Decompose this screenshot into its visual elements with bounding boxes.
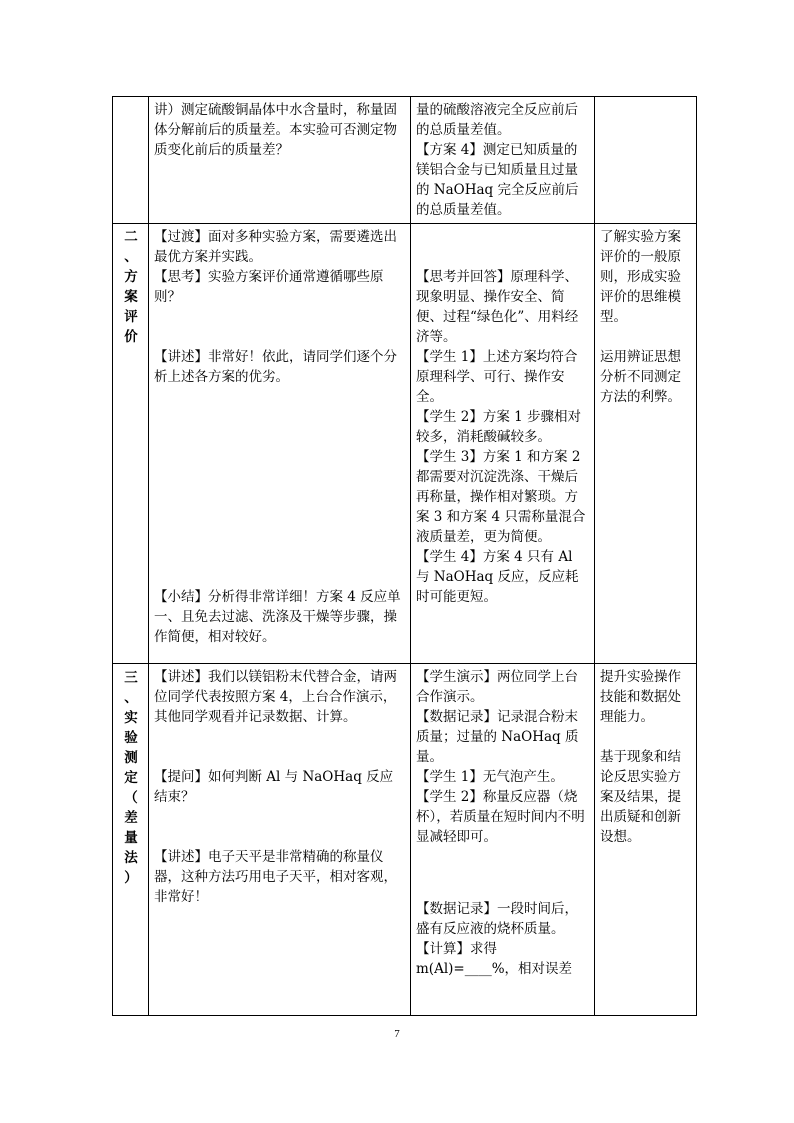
- student-text: 【学生 1】无气泡产生。: [416, 769, 564, 785]
- intent-text: 了解实验方案评价的一般原则，形成实验评价的思维模型。: [600, 229, 681, 325]
- intent-text: 基于现象和结论反思实验方案及结果，提出质疑和创新设想。: [600, 749, 681, 845]
- teacher-activity-cell: [149, 224, 411, 664]
- section-char: 实: [124, 710, 138, 726]
- student-text: 【数据记录】记录混合粉末质量；过量的 NaOHaq 质量。: [416, 709, 579, 765]
- intent-text: 提升实验操作技能和数据处理能力。: [600, 669, 681, 725]
- section-char: 定: [124, 770, 138, 786]
- teacher-text: 【过渡】面对多种实验方案，需要遴选出最优方案并实践。: [154, 229, 397, 265]
- teacher-text: 讲）测定硫酸铜晶体中水含量时，称量固体分解前后的质量差。本实验可否测定物质变化前后的质量差？: [154, 102, 397, 158]
- teacher-text: 【讲述】电子天平是非常精确的称量仪器，这种方法巧用电子天平，相对客观，非常好！: [154, 849, 397, 905]
- student-text: 【数据记录】一段时间后，盛有反应液的烧杯质量。: [416, 901, 578, 937]
- student-text: 量的硫酸溶液完全反应前后的总质量差值。: [416, 102, 578, 138]
- teacher-text: 【思考】实验方案评价通常遵循哪些原则？: [154, 269, 384, 305]
- teacher-activity-cell: [149, 97, 411, 224]
- section-cell: [113, 97, 149, 224]
- student-activity-cell: [411, 664, 595, 1016]
- student-activity-cell: [411, 97, 595, 224]
- student-text: 【学生 4】方案 4 只有 Al 与 NaOHaq 反应，反应耗时可能更短。: [416, 549, 579, 605]
- student-text: 【学生 2】称量反应器（烧杯），若质量在短时间内不明显减轻即可。: [416, 789, 585, 845]
- design-intent-cell: [595, 664, 697, 1016]
- section-char: 方: [124, 269, 138, 285]
- section-label-cell: [113, 664, 149, 1016]
- section-char: 案: [124, 289, 138, 305]
- student-text: 【方案 4】测定已知质量的镁铝合金与已知质量且过量的 NaOHaq 完全反应前后的总质量差值。: [416, 142, 579, 218]
- section-char: 、: [124, 249, 138, 265]
- student-activity-cell: [411, 224, 595, 664]
- table-row: [113, 97, 697, 224]
- section-char: 二: [124, 229, 138, 245]
- page-number: 7: [394, 1028, 400, 1040]
- section-char: 法: [124, 850, 138, 866]
- section-char: （: [124, 790, 138, 806]
- section-char: 三: [124, 670, 138, 686]
- student-text: 【学生 2】方案 1 步骤相对较多，消耗酸碱较多。: [416, 409, 582, 445]
- section-char: 量: [124, 830, 138, 846]
- student-text: 【思考并回答】原理科学、现象明显、操作安全、简便、过程“绿色化”、用料经济等。: [416, 269, 579, 345]
- section-char: 差: [124, 810, 138, 826]
- teacher-activity-cell: [149, 664, 411, 1016]
- section-char: ）: [124, 870, 138, 886]
- teacher-text: 【讲述】我们以镁铝粉末代替合金，请两位同学代表按照方案 4，上台合作演示，其他同学观看并记录数据、计算。: [154, 669, 397, 725]
- table-row: [113, 664, 697, 1016]
- section-char: 评: [124, 309, 138, 325]
- lesson-plan-table: [112, 96, 697, 1016]
- teacher-text: 【小结】分析得非常详细！方案 4 反应单一、且免去过滤、洗涤及干燥等步骤，操作简便，相对较好。: [154, 589, 401, 645]
- design-intent-cell: [595, 97, 697, 224]
- student-text: 【学生 3】方案 1 和方案 2 都需要对沉淀洗涤、干燥后再称量，操作相对繁琐。方案 3 和方案 4 只需称量混合液质量差，更为简便。: [416, 449, 586, 545]
- table-row: [113, 224, 697, 664]
- student-text: 【学生演示】两位同学上台合作演示。: [416, 669, 578, 705]
- section-label-cell: [113, 224, 149, 664]
- student-text: 【计算】求得: [416, 941, 497, 957]
- section-char: 测: [124, 750, 138, 766]
- student-text: m(Al)=____%，相对误差: [416, 961, 573, 977]
- section-char: 价: [124, 329, 138, 345]
- teacher-text: 【讲述】非常好！依此，请同学们逐个分析上述各方案的优劣。: [154, 349, 397, 385]
- intent-text: 运用辨证思想分析不同测定方法的利弊。: [600, 349, 681, 405]
- design-intent-cell: [595, 224, 697, 664]
- teacher-text: 【提问】如何判断 Al 与 NaOHaq 反应结束？: [154, 769, 394, 805]
- section-char: 验: [124, 730, 138, 746]
- section-char: 、: [124, 690, 138, 706]
- student-text: 【学生 1】上述方案均符合原理科学、可行、操作安全。: [416, 349, 578, 405]
